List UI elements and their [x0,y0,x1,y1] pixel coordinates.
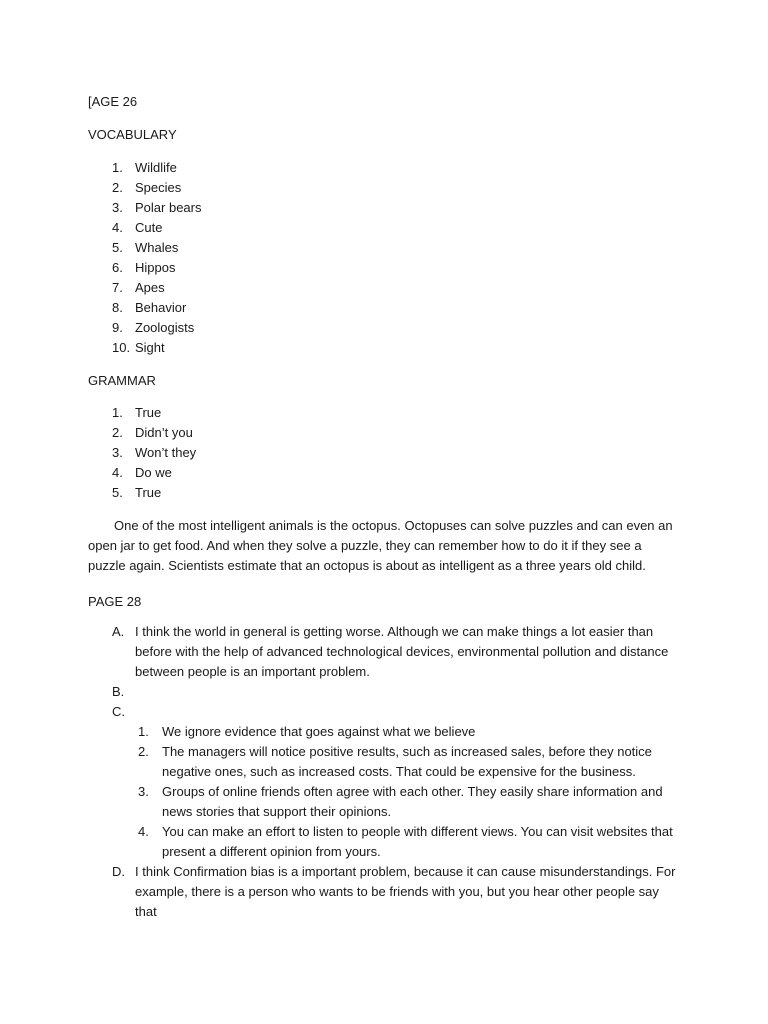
list-number: 2. [112,180,123,195]
list-item-c [88,702,680,722]
list-item [88,178,680,198]
list-text: Didn’t you [135,425,193,440]
list-item [88,238,680,258]
sublist-text: You can make an effort to listen to people with different views. You can visit websites that present a different opinion from yours. [162,824,673,859]
list-item [88,338,680,358]
page-heading: [AGE 26 [88,94,138,109]
list-text: Won’t they [135,445,197,460]
sublist-number: 3. [138,784,149,799]
sublist-number: 1. [138,724,149,739]
list-item [88,298,680,318]
c-sublist [88,722,680,862]
list-letter: C. [112,704,125,719]
list-text: I think Confirmation bias is a important problem, because it can cause misunderstandings. For example, there is a person who wants to be friends with you, but you hear other people say that [135,864,676,919]
list-number: 6. [112,260,123,275]
list-number: 5. [112,240,123,255]
list-number: 3. [112,200,123,215]
list-number: 3. [112,445,123,460]
list-text: Sight [135,340,165,355]
list-item [88,278,680,298]
list-text: Whales [135,240,179,255]
list-text: Zoologists [135,320,195,335]
list-item [88,258,680,278]
list-number: 10. [112,340,131,355]
grammar-heading: GRAMMAR [88,373,156,388]
list-item [88,443,680,463]
sublist-number: 2. [138,744,149,759]
octopus-paragraph: One of the most intelligent animals is the octopus. Octopuses can solve puzzles and can even an open jar to get food. And when they solve a puzzle, they can remember how to do it if they see a puzzle again. Scientists estimate that an octopus is about as intelligent as a three years old child. [88,518,673,573]
list-number: 9. [112,320,123,335]
sublist-number: 4. [138,824,149,839]
page-28-list [88,622,680,922]
list-text: Behavior [135,300,187,315]
list-number: 7. [112,280,123,295]
sublist-text: We ignore evidence that goes against what we believe [162,724,476,739]
sublist-text: The managers will notice positive results, such as increased sales, before they notice negative ones, such as increased costs. That could be expensive for the business. [162,744,652,779]
list-item-b [88,682,680,702]
list-text: Wildlife [135,160,177,175]
vocabulary-list [88,158,680,358]
list-number: 1. [112,160,123,175]
list-item [88,423,680,443]
list-item [88,318,680,338]
list-item [88,463,680,483]
vocabulary-heading: VOCABULARY [88,127,177,142]
list-number: 2. [112,425,123,440]
list-number: 5. [112,485,123,500]
list-text: Do we [135,465,172,480]
list-text: True [135,485,162,500]
sublist-item [88,782,680,822]
list-number: 4. [112,220,123,235]
sublist-text: Groups of online friends often agree with each other. They easily share information and news stories that support their opinions. [162,784,663,819]
list-number: 1. [112,405,123,420]
sublist-item [88,722,680,742]
list-letter: B. [112,684,125,699]
list-letter: D. [112,864,125,879]
list-text: Cute [135,220,163,235]
list-item [88,158,680,178]
list-letter: A. [112,624,125,639]
list-number: 4. [112,465,123,480]
sublist-item [88,742,680,782]
list-text: Polar bears [135,200,202,215]
sublist-item [88,822,680,862]
list-item [88,218,680,238]
list-item [88,198,680,218]
list-text: Hippos [135,260,176,275]
list-item-a [88,622,680,682]
list-item [88,483,680,503]
list-item [88,403,680,423]
list-text: True [135,405,162,420]
grammar-list [88,403,680,503]
page-28-heading: PAGE 28 [88,594,142,609]
list-item-d [88,862,680,922]
list-number: 8. [112,300,123,315]
list-text: I think the world in general is getting worse. Although we can make things a lot easier than before with the help of advanced technological devices, environmental pollution and distance between people is an important problem. [135,624,669,679]
list-text: Species [135,180,182,195]
list-text: Apes [135,280,165,295]
